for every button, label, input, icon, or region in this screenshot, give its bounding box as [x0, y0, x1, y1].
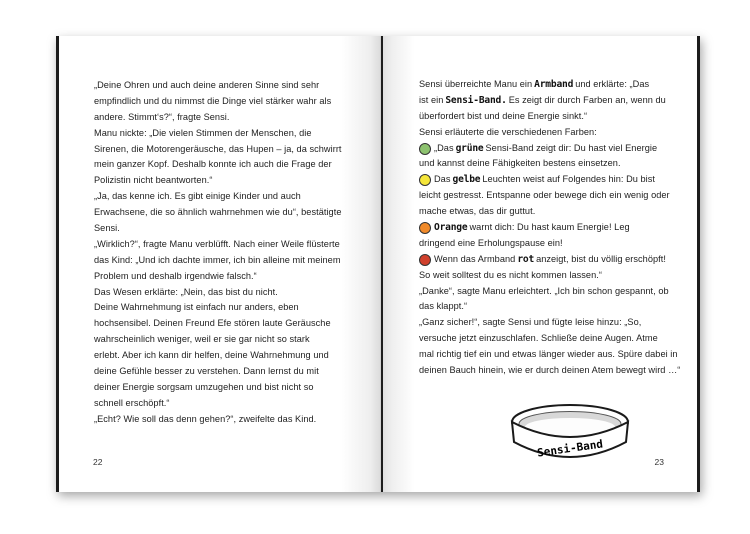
- text-line: und kannst deine Fähigkeiten bestens einsetzen.: [419, 158, 621, 169]
- text-line: das klappt.“: [419, 301, 468, 312]
- handwritten-word: Sensi-Band.: [445, 94, 507, 106]
- text-line: „Ja, das kenne ich. Es gibt einige Kinder und auch: [94, 191, 301, 202]
- handwritten-word: grüne: [455, 142, 484, 154]
- text-line: versuche jetzt einzuschlafen. Schließe deine Augen. Atme: [419, 333, 658, 344]
- text-line: mal richtig tief ein und etwas länger wieder aus. Spüre dabei in: [419, 349, 678, 360]
- open-book: [56, 36, 700, 492]
- handwritten-word: rot: [517, 253, 535, 265]
- text-line: „Wirklich?“, fragte Manu verblüfft. Nach einer Weile flüsterte: [94, 238, 340, 249]
- text-line: Deine Wahrnehmung ist einfach nur anders, eben: [94, 302, 299, 313]
- text-line: Manu nickte: „Die vielen Stimmen der Menschen, die: [94, 127, 312, 138]
- text-line: wahrscheinlich weniger, weil er sie gar nicht so stark: [94, 334, 310, 345]
- text-line: Polizistin nicht beantworten.“: [94, 175, 213, 186]
- text-line: mache etwas, das dir guttut.: [419, 206, 536, 217]
- text-line: deine Gefühle besser zu verstehen. Dann lernst du mit: [94, 366, 319, 377]
- text-line: Problem und deshalb irgendwie falsch.“: [94, 270, 257, 281]
- text-line: empfindlich und du nimmst die Dinge viel stärker wahr als: [94, 95, 332, 106]
- text-line: Das Wesen erklärte: „Nein, das bist du nicht.: [94, 286, 278, 297]
- handwritten-word: Orange: [434, 222, 468, 234]
- text-line: „Danke“, sagte Manu erleichtert. „Ich bin schon gespannt, ob: [419, 285, 669, 296]
- text-line: das Kind: „Und ich dachte immer, ich bin alleine mit meinem: [94, 254, 341, 265]
- text-line: Sensi überreichte Manu ein Armband und erklärte: „Das: [419, 77, 691, 93]
- text-line: hochsensibel. Deinen Freund Efe stören laute Geräusche: [94, 318, 331, 329]
- text-line: erlebt. Aber ich kann dir helfen, deine Wahrnehmung und: [94, 350, 329, 361]
- handwritten-word: gelbe: [452, 174, 481, 186]
- red-dot-icon: [419, 254, 431, 266]
- band-label: Sensi-Band: [536, 437, 604, 460]
- text-line: „Ganz sicher!“, sagte Sensi und fügte leise hinzu: „So,: [419, 317, 642, 328]
- right-page: [383, 36, 697, 492]
- page-number-left: 22: [93, 457, 103, 467]
- text-line: überfordert bist und deine Energie sinkt.“: [419, 110, 588, 121]
- text-line: Orange warnt dich: Du hast kaum Energie! Leg: [419, 220, 691, 236]
- handwritten-word: Armband: [534, 79, 574, 90]
- text-line: Sensi erläuterte die verschiedenen Farben:: [419, 126, 597, 137]
- right-page-text: [419, 77, 691, 379]
- text-line: deiner Energie sorgsam umzugehen und bist nicht so: [94, 381, 314, 392]
- text-line: leicht gestresst. Entspanne oder bewege dich ein wenig oder: [419, 190, 670, 201]
- text-line: andere. Stimmt‘s?“, fragte Sensi.: [94, 111, 230, 122]
- text-line: Erwachsene, die so ähnlich wahrnehmen wie du“, bestätigte: [94, 207, 342, 218]
- left-page: [59, 36, 381, 492]
- text-line: schnell erschöpft.“: [94, 397, 170, 408]
- page-number-right: 23: [654, 457, 664, 467]
- text-line: Sirenen, die Motorengeräusche, das Hupen – ja, da schwirrt: [94, 143, 342, 154]
- green-dot-icon: [419, 143, 431, 155]
- left-page-text: [94, 78, 359, 428]
- text-line: deinen Bauch hinein, wie er durch deinen Atem bewegt wird …“: [419, 365, 681, 376]
- yellow-dot-icon: [419, 174, 431, 186]
- orange-dot-icon: [419, 222, 431, 234]
- text-line: Sensi.: [94, 223, 120, 234]
- text-line: So weit solltest du es nicht kommen lassen.“: [419, 269, 602, 280]
- sensi-band-illustration: [507, 400, 633, 466]
- text-line: Wenn das Armband rot anzeigt, bist du völlig erschöpft!: [419, 252, 691, 268]
- text-line: „Das grüne Sensi-Band zeigt dir: Du hast viel Energie: [419, 141, 691, 157]
- text-line: dringend eine Erholungspause ein!: [419, 237, 563, 248]
- text-line: Das gelbe Leuchten weist auf Folgendes hin: Du bist: [419, 172, 691, 188]
- text-line: „Deine Ohren und auch deine anderen Sinne sind sehr: [94, 80, 320, 90]
- text-line: ist ein Sensi-Band. Es zeigt dir durch Farben an, wenn du: [419, 93, 691, 109]
- text-line: „Echt? Wie soll das denn gehen?“, zweifelte das Kind.: [94, 413, 317, 424]
- text-line: mein ganzer Kopf. Deshalb konnte ich auch die Frage der: [94, 159, 332, 170]
